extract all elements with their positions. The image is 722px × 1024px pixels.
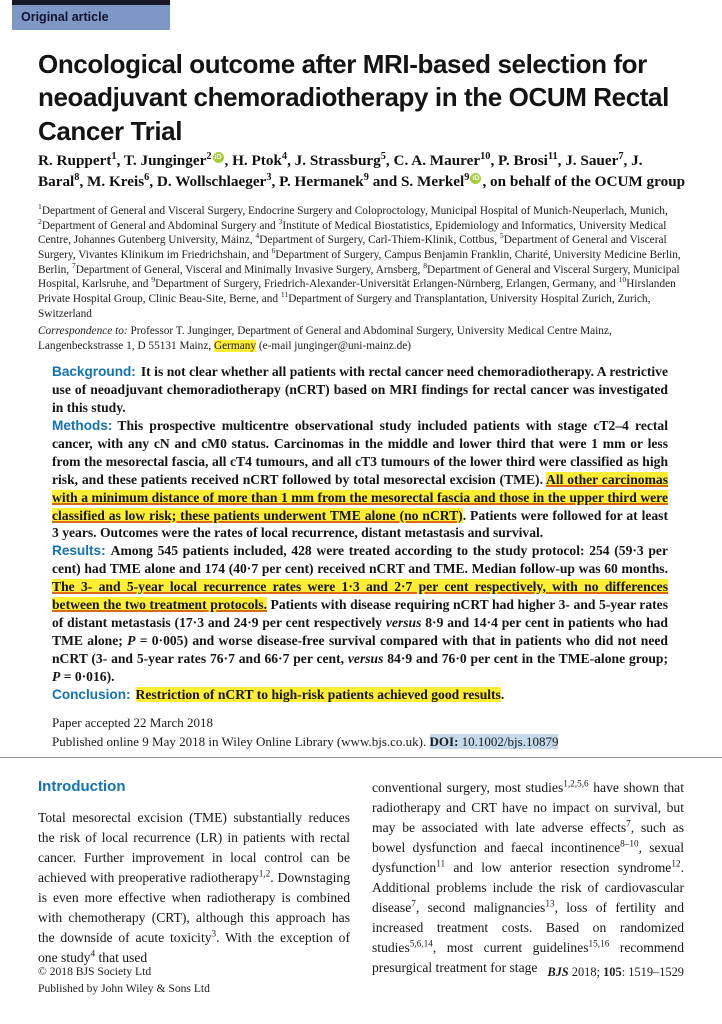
abstract-methods-label: Methods:: [52, 417, 113, 433]
text-segment: 4: [281, 150, 288, 162]
text-segment: , P. Hermanek: [271, 173, 364, 191]
text-segment: Published online 9 May 2018 in Wiley Online Library (www.bjs.co.uk).: [52, 733, 430, 749]
footer-citation: [547, 963, 684, 982]
text-segment: 9: [363, 172, 369, 184]
text-segment: Department of Surgery, Friedrich-Alexander-Universität Erlangen-Nürnberg, Erlangen, Germany, and: [155, 278, 619, 291]
text-segment: 8–10: [620, 838, 639, 849]
authors-line: [38, 150, 688, 193]
text-segment: Department of General, Visceral and Minimally Invasive Surgery, Arnsberg,: [75, 263, 424, 276]
affiliations: [38, 204, 688, 321]
text-segment: , sexual dysfunction: [372, 839, 684, 875]
abstract-background-text: [52, 364, 668, 415]
text-segment: P: [52, 668, 61, 684]
text-segment: DOI:: [429, 733, 462, 749]
text-segment: Department of General and Visceral Surgery, Endocrine Surgery and Coloproctology, Municipal Hospital of Munich-Neuperlach, Munich,: [41, 205, 668, 217]
text-segment: 8: [423, 260, 428, 270]
text-segment: , loss of fertility and increased treatment costs. Based on randomized studies: [372, 899, 684, 955]
accepted-note: Paper accepted 22 March 2018: [52, 715, 213, 730]
correspondence: [38, 324, 688, 353]
publication-notes: [52, 714, 668, 752]
text-segment: It is not clear whether all patients with rectal cancer need chemoradiotherapy. A restrictive use of neoadjuvant chemoradiotherapy (nCRT) based on MRI findings for rectal cancer was investigated in this study.: [52, 364, 668, 415]
text-segment: , J. Strassburg: [287, 152, 381, 169]
text-segment: Department of General and Visceral Surgery, Municipal Hospital, Karlsruhe, and: [38, 263, 680, 291]
orcid-icon: iD: [214, 153, 222, 161]
text-segment: 3: [211, 928, 217, 939]
text-segment: Department of General and Abdominal Surgery and: [41, 219, 279, 232]
text-segment: = 0·005) and worse disease-free survival compared with that in patients who did not need nCRT (3- and 5-year rates 76·7 and 66·7 per cent,: [52, 633, 668, 666]
footer-copyright: © 2018 BJS Society Ltd: [38, 965, 152, 978]
text-segment: . Patients were followed for at least 3 years. Outcomes were the rates of local recurrence, distant metastasis and survival.: [52, 507, 668, 541]
text-segment: All other carcinomas with a minimum distance of more than 1 mm from the mesorectal fascia and those in the upper third were classified as low risk; these patients underwent TME alone (no nCRT): [52, 471, 668, 523]
abstract-conclusion-text: [136, 687, 505, 702]
text-segment: Hirslanden Private Hospital Group, Clinic Beau-Site, Berne, and: [38, 278, 676, 306]
section-heading-introduction: Introduction: [38, 778, 126, 795]
text-segment: 15,16: [588, 938, 610, 949]
text-segment: 12: [671, 858, 681, 869]
text-segment: Total mesorectal excision (TME) substantially reduces the risk of local recurrence (LR) in patients with rectal cancer. Further improvement in local control can be achieved with preoperative radiotherapy: [38, 810, 350, 885]
text-segment: have shown that radiotherapy and CRT have no impact on survival, but may be associated with late adverse effects: [372, 780, 684, 835]
abstract-background-label: Background:: [52, 364, 136, 379]
text-segment: versus: [347, 651, 384, 666]
text-segment: : 1519–1529: [621, 965, 684, 979]
text-segment: Germany: [214, 340, 257, 353]
text-segment: 1: [111, 150, 117, 162]
abstract-methods-text: [52, 418, 668, 541]
text-segment: This prospective multicentre observational study included patients with stage cT2–4 rectal cancer, with any cN and cM0 status. Carcinomas in the middle and lower third that were 1 mm or less from the mesorectal fascia, all cT4 tumours, and all cT3 tumours of the lower third were classified as high risk, and these patients received nCRT followed by total mesorectal excision (TME).: [52, 417, 668, 487]
text-segment: , D. Wollschlaeger: [149, 173, 267, 191]
text-segment: 8·9 and 14·4 per cent in patients who had TME alone;: [52, 615, 668, 649]
text-segment: Among 545 patients included, 428 were treated according to the study protocol: 254 (59·3 per cent) had TME alone and 174 (40·7 per cent) received nCRT and TME. Median follow-up was 60 months.: [52, 543, 668, 577]
text-segment: 6: [144, 172, 150, 184]
text-segment: , M. Kreis: [79, 173, 145, 191]
text-segment: Department of Surgery, Campus Benjamin Franklin, Charité, University Medicine Berlin, Berlin,: [38, 249, 681, 276]
abstract-results-label: Results:: [52, 543, 106, 559]
body-columns: [38, 778, 684, 978]
text-segment: 11: [280, 290, 289, 300]
text-segment: P: [127, 633, 136, 649]
text-segment: 105: [603, 965, 622, 979]
text-segment: , H. Ptok: [224, 152, 282, 169]
text-segment: 4: [255, 231, 260, 241]
text-segment: Department of Surgery and Transplantation, University Hospital Zurich, Zurich, Switzerland: [38, 293, 651, 320]
text-segment: (e-mail junginger@uni-mainz.de): [256, 340, 412, 353]
text-segment: The 3- and 5-year local recurrence rates were 1·3 and 2·7 per cent respectively, with no differences between the two treatment protocols.: [52, 579, 668, 613]
page-footer: [38, 963, 684, 998]
published-note: [52, 733, 668, 752]
right-column: [372, 778, 684, 978]
article-type-badge: [12, 0, 170, 30]
text-segment: Department of General and Visceral Surgery, Vivantes Klinikum im Friedrichshain, and: [38, 234, 667, 262]
text-segment: , such as bowel dysfunction and faecal incontinence: [372, 819, 685, 855]
text-segment: 1,2: [258, 868, 271, 879]
text-segment: = 0·016).: [60, 668, 115, 684]
text-segment: 10: [480, 150, 491, 162]
text-segment: that used: [95, 949, 148, 965]
text-segment: , T. Junginger: [116, 152, 207, 169]
footer-left: [38, 963, 210, 998]
text-segment: 9: [151, 275, 156, 285]
text-segment: Restriction of nCRT to high-risk patients achieved good results: [135, 686, 501, 702]
text-segment: . Additional problems include the risk of cardiovascular disease: [372, 859, 684, 915]
text-segment: and low anterior resection syndrome: [445, 859, 672, 875]
text-segment: and S. Merkel: [368, 173, 465, 191]
text-segment: Department of Surgery, Carl-Thiem-Klinik, Cottbus,: [259, 234, 500, 247]
text-segment: 7: [411, 898, 416, 909]
text-segment: 7: [71, 260, 76, 270]
text-segment: . Downstaging is even more effective when radiotherapy is combined with chemotherapy (CRT), although this approach has the downside of acute toxicity: [38, 869, 350, 945]
abstract-conclusion-label: Conclusion:: [52, 686, 131, 702]
text-segment: 3: [266, 172, 272, 184]
text-segment: 13: [545, 898, 555, 909]
page-title: Oncological outcome after MRI-based selection for neoadjuvant chemoradiotherapy in the OCUM Rectal Cancer Trial: [38, 49, 669, 146]
text-segment: , J. Sauer: [557, 152, 619, 169]
abstract-results: [52, 542, 668, 686]
text-segment: 1,2,5,6: [563, 778, 589, 789]
text-segment: R. Ruppert: [38, 152, 112, 169]
text-segment: , most current guidelines: [432, 939, 589, 955]
abstract-conclusion: [52, 686, 668, 704]
text-segment: 8: [74, 172, 80, 184]
abstract: [52, 363, 668, 704]
text-segment: Patients with disease requiring nCRT had higher 3- and 5-year rates of distant metastasis (17·3 and 24·9 per cent respectively: [52, 597, 668, 631]
text-segment: . With the exception of one study: [38, 929, 350, 965]
text-segment: Professor T. Junginger, Department of General and Abdominal Surgery, University Medical Centre Mainz, Langenbeckstrasse 1, D 55131 Mainz,: [38, 325, 612, 353]
text-segment: conventional surgery, most studies: [372, 780, 564, 795]
text-segment: 1: [38, 202, 42, 212]
text-segment: 3: [278, 216, 283, 226]
text-segment: 7: [626, 818, 631, 829]
text-segment: BJS: [547, 965, 569, 979]
text-segment: Correspondence to:: [38, 325, 128, 338]
text-segment: 84·9 and 76·0 per cent in the TME-alone group;: [383, 651, 668, 666]
intro-paragraph-right: [372, 778, 684, 978]
left-column: [38, 778, 350, 978]
text-segment: , on behalf of the OCUM group: [482, 173, 686, 191]
text-segment: , P. Brosi: [490, 152, 548, 169]
text-segment: 11: [547, 150, 558, 162]
abstract-methods: [52, 417, 668, 543]
text-segment: 10.1002/bjs.10879: [461, 733, 559, 749]
text-segment: recommend presurgical treatment for stage: [372, 939, 684, 975]
text-segment: Institute of Medical Biostatistics, Epidemiology and Informatics, University Medical Centre, Johannes Gutenberg University, Mainz,: [38, 219, 667, 247]
text-segment: 9: [464, 172, 470, 184]
text-segment: 5,6,14: [409, 938, 433, 949]
text-segment: versus: [385, 615, 422, 631]
text-segment: 6: [271, 246, 276, 256]
text-segment: 11: [436, 858, 446, 869]
text-segment: .: [500, 686, 505, 702]
abstract-background: [52, 363, 668, 417]
text-segment: 7: [618, 150, 624, 162]
text-segment: 4: [90, 948, 96, 959]
text-segment: 2018;: [568, 965, 604, 979]
text-segment: 5: [380, 150, 386, 162]
text-segment: , second malignancies: [415, 899, 546, 915]
text-segment: 2: [38, 216, 42, 226]
text-segment: 2: [206, 150, 212, 162]
orcid-icon: iD: [472, 175, 480, 183]
affiliations-block: [38, 204, 688, 354]
text-segment: , C. A. Maurer: [385, 152, 481, 169]
abstract-results-text: [52, 543, 668, 684]
section-divider: [0, 757, 722, 758]
text-segment: , J. Baral: [38, 152, 643, 191]
intro-paragraph-left: [38, 808, 350, 968]
badge-label: Original article: [12, 5, 170, 30]
text-segment: 5: [499, 231, 504, 241]
text-segment: 10: [618, 275, 627, 285]
footer-publisher: Published by John Wiley & Sons Ltd: [38, 982, 210, 996]
